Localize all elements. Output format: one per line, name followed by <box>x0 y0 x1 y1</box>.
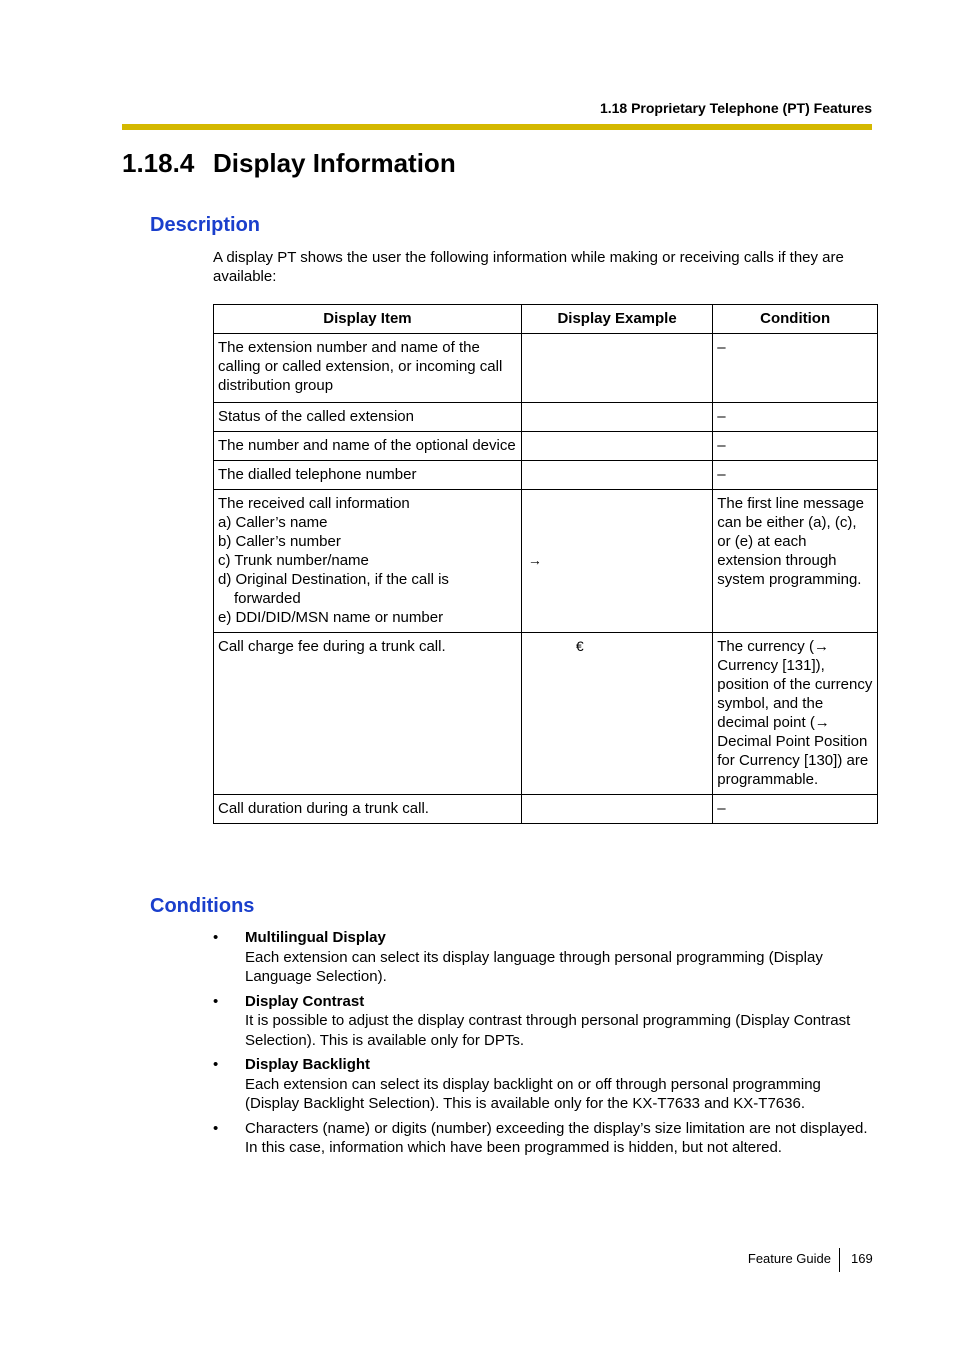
cell-example <box>521 334 712 403</box>
footer-divider <box>839 1248 840 1272</box>
section-number: 1.18.4 <box>122 148 195 178</box>
cell-item-line: Call duration during a trunk call. <box>218 800 429 817</box>
cell-example <box>521 461 712 490</box>
table-row <box>214 403 878 432</box>
conditions-heading: Conditions <box>150 895 255 917</box>
condition-text: Characters (name) or digits (number) exceeding the display’s size limitation are not displayed. In this case, information which have been programmed is hidden, but not altered. <box>245 1119 868 1156</box>
condition-text: It is possible to adjust the display contrast through personal programming (Display Contrast Selection). This is available only for DPTs. <box>245 1012 851 1049</box>
cell-item <box>214 403 522 432</box>
cell-item <box>214 490 522 633</box>
list-item <box>213 928 873 987</box>
cell-item <box>214 334 522 403</box>
table-row <box>214 461 878 490</box>
cell-item-line: c) Trunk number/name <box>218 552 369 569</box>
table-header-row <box>214 305 878 334</box>
running-header: 1.18 Proprietary Telephone (PT) Features <box>599 100 872 116</box>
bullet-icon: • <box>213 1119 219 1137</box>
cell-condition: – <box>713 432 878 461</box>
header-display-example: Display Example <box>521 305 712 334</box>
condition-title: Display Contrast <box>245 992 365 1010</box>
cell-item-line: The received call information <box>218 495 410 512</box>
display-info-table <box>213 304 878 824</box>
cell-item-line: Status of the called extension <box>218 408 414 425</box>
cell-item-line: The number and name of the optional device <box>218 437 516 454</box>
cell-item <box>214 461 522 490</box>
list-item <box>213 1055 873 1114</box>
condition-title: Display Backlight <box>245 1056 371 1073</box>
cell-example <box>521 403 712 432</box>
bullet-icon: • <box>213 1056 219 1073</box>
cell-item <box>214 432 522 461</box>
cell-item-line: a) Caller’s name <box>218 514 328 531</box>
header-condition: Condition <box>713 305 878 334</box>
bullet-icon: • <box>213 929 219 946</box>
header-display-item: Display Item <box>214 305 522 334</box>
cell-condition: – <box>713 334 878 403</box>
condition-text: Each extension can select its display language through personal programming (Display Language Selection). <box>245 948 823 985</box>
description-intro: A display PT shows the user the following information while making or receiving calls if they are available: <box>213 249 844 285</box>
footer-label: Feature Guide <box>747 1251 831 1266</box>
cell-example <box>521 795 712 824</box>
table-row <box>214 795 878 824</box>
cell-example <box>521 490 712 633</box>
cell-example <box>521 432 712 461</box>
bullet-icon: • <box>213 992 219 1010</box>
condition-text: Each extension can select its display backlight on or off through personal programming (Display Backlight Selection). This is available only for the KX-T7633 and KX-T7636. <box>245 1075 821 1112</box>
section-title <box>122 148 456 179</box>
description-heading: Description <box>150 214 261 236</box>
arrow-icon: → <box>527 552 542 568</box>
page-number: 169 <box>851 1251 873 1266</box>
cell-item <box>214 795 522 824</box>
cell-item-line: e) DDI/DID/MSN name or number <box>218 609 444 626</box>
table-row <box>214 334 878 403</box>
list-item <box>213 1119 873 1158</box>
conditions-list <box>213 928 873 1163</box>
list-item <box>213 992 873 1051</box>
cell-condition: – <box>713 461 878 490</box>
euro-icon: € <box>575 638 584 654</box>
table-row <box>214 432 878 461</box>
table-row <box>214 490 878 633</box>
cell-item-line: d) Original Destination, if the call is <box>218 571 449 588</box>
section-title-text: Display Information <box>213 148 456 178</box>
header-rule <box>122 124 872 130</box>
cell-item-line: The dialled telephone number <box>218 466 417 483</box>
table-row <box>214 633 878 795</box>
cell-item-line: The extension number and name of the calling or called extension, or incoming call distribution group <box>218 339 503 394</box>
condition-title: Multilingual Display <box>245 929 386 946</box>
cell-item <box>214 633 522 795</box>
cell-item-line: b) Caller’s number <box>218 533 341 550</box>
cell-condition: The currency (→ Currency [131]), position of the currency symbol, and the decimal point (→ Decimal Point Position for Currency [130]) are programmable. <box>713 633 878 795</box>
cell-example <box>521 633 712 795</box>
cell-item-line: Call charge fee during a trunk call. <box>218 638 446 655</box>
cell-condition: – <box>713 403 878 432</box>
cell-item-line: forwarded <box>234 590 301 607</box>
cell-condition: The first line message can be either (a), (c), or (e) at each extension through system programming. <box>713 490 878 633</box>
cell-condition: – <box>713 795 878 824</box>
